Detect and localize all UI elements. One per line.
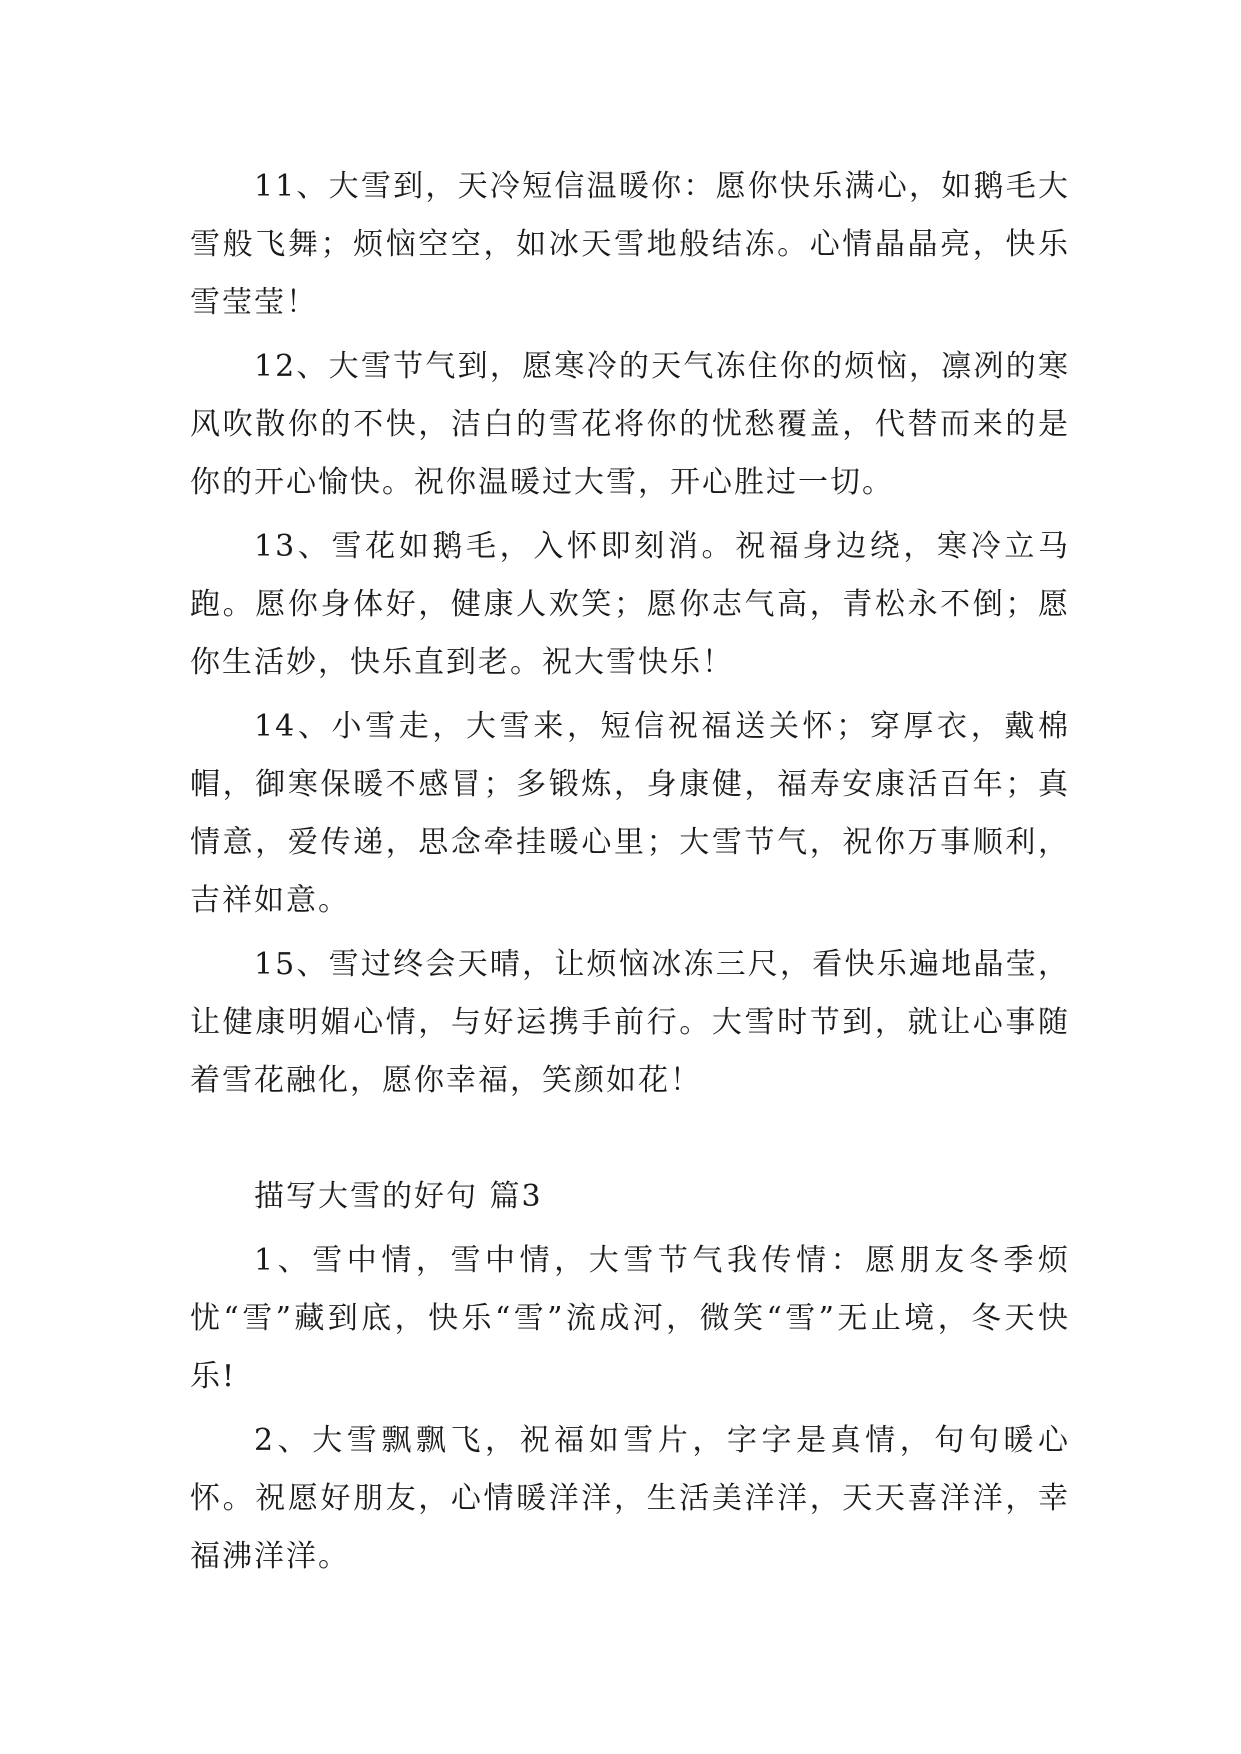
document-body xyxy=(190,158,1070,1592)
section-title: 描写大雪的好句 篇3 xyxy=(254,1179,543,1214)
paragraph-1: 1、雪中情，雪中情，大雪节气我传情：愿朋友冬季烦忧“雪”藏到底，快乐“雪”流成河，微笑“雪”无止境，冬天快乐! xyxy=(190,1243,1070,1394)
paragraph-15: 15、雪过终会天晴，让烦恼冰冻三尺，看快乐遍地晶莹，让健康明媚心情，与好运携手前行。大雪时节到，就让心事随着雪花融化，愿你幸福，笑颜如花！ xyxy=(190,947,1070,1098)
paragraph-11: 11、大雪到，天冷短信温暖你：愿你快乐满心，如鹅毛大雪般飞舞；烦恼空空，如冰天雪地般结冻。心情晶晶亮，快乐雪莹莹！ xyxy=(190,169,1070,320)
paragraph-13: 13、雪花如鹅毛，入怀即刻消。祝福身边绕，寒冷立马跑。愿你身体好，健康人欢笑；愿你志气高，青松永不倒；愿你生活妙，快乐直到老。祝大雪快乐！ xyxy=(190,529,1070,680)
paragraph-12: 12、大雪节气到，愿寒冷的天气冻住你的烦恼，凛冽的寒风吹散你的不快，洁白的雪花将你的忧愁覆盖，代替而来的是你的开心愉快。祝你温暖过大雪，开心胜过一切。 xyxy=(190,349,1070,500)
paragraph-14: 14、小雪走，大雪来，短信祝福送关怀；穿厚衣，戴棉帽，御寒保暖不感冒；多锻炼，身康健，福寿安康活百年；真情意，爱传递，思念牵挂暖心里；大雪节气，祝你万事顺利，吉祥如意。 xyxy=(190,709,1070,918)
paragraph-2: 2、大雪飘飘飞，祝福如雪片，字字是真情，句句暖心怀。祝愿好朋友，心情暖洋洋，生活美洋洋，天天喜洋洋，幸福沸洋洋。 xyxy=(190,1423,1070,1574)
